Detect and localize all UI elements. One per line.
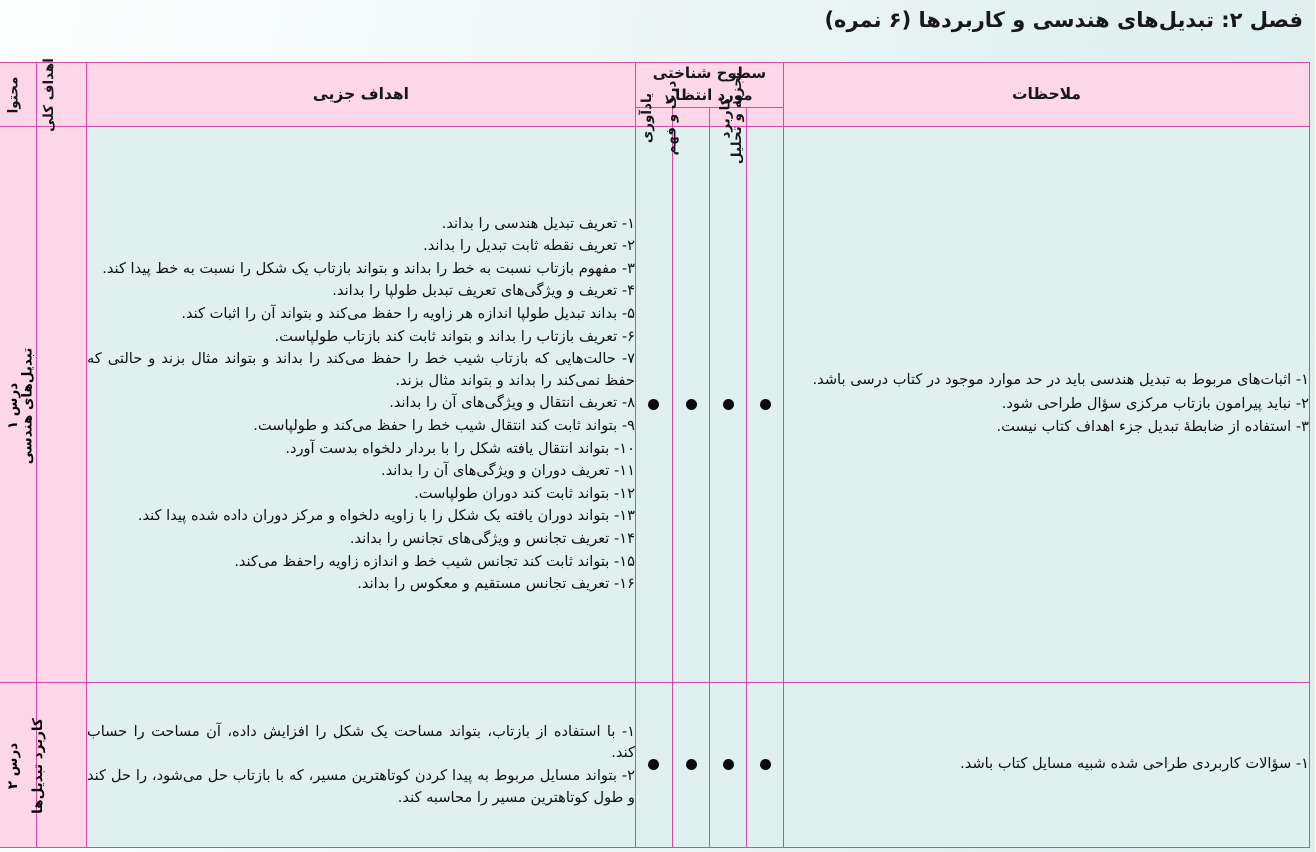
- list-item: ۱۶- تعریف تجانس مستقیم و معکوس را بداند.: [358, 575, 636, 593]
- content-label-row-2: درس ۲: [5, 743, 22, 790]
- objectives-list-row-2: [88, 721, 636, 808]
- column-header-level-analysis-label: تجزیه و تحلیل: [729, 71, 746, 164]
- list-item: ۵- بداند تبدیل طولپا اندازه هر زاویه را حفظ می‌کند و بتواند آن را اثبات کند.: [182, 305, 636, 322]
- list-item: ۸- تعربف انتقال و ویژگی‌های آن را بداند.: [390, 394, 636, 412]
- level-mark-dot: [649, 759, 660, 770]
- list-item: ۲- بتواند مسایل مربوط به پیدا کردن کوتاهترین مسیر، که با بازتاب حل می‌شود، را حل کند و طول کوتاهترین مسیر را محاسبه کند.: [87, 766, 636, 806]
- cell-objectives-row-2: [87, 682, 636, 847]
- cell-objectives-row-1: [87, 126, 636, 682]
- cell-notes-row-1: [785, 126, 1311, 682]
- table-row: [0, 126, 1311, 682]
- column-header-level-recall-label: یادآوری: [639, 92, 656, 143]
- cell-general-goal-row-2: [31, 682, 87, 847]
- list-item: ۱۴- تعریف تجانس و ویژگی‌های تجانس را بداند.: [350, 529, 636, 547]
- page-title: فصل ۲: تبدیل‌های هندسی و کاربردها (۶ نمره): [825, 8, 1304, 32]
- cell-level-analysis-row-1[interactable]: [748, 126, 785, 682]
- list-item: ۲- تعریف نقطه ثابت تبدیل را بداند.: [424, 237, 636, 255]
- level-mark-dot: [687, 399, 698, 410]
- cell-level-comprehension-row-1[interactable]: [674, 126, 711, 682]
- list-item: ۴- تعریف و ویژگی‌های تعریف تبدبل طولپا را بداند.: [333, 282, 636, 300]
- list-item: ۱- سؤالات کاربردی طراحی شده شبیه مسایل کتاب باشد.: [961, 755, 1310, 773]
- cell-level-application-row-2[interactable]: [711, 682, 748, 847]
- table-body: [0, 126, 1311, 848]
- list-item: ۲- نباید پیرامون بازتاب مرکزی سؤال طراحی شود.: [1002, 394, 1310, 412]
- cognitive-group-line-1: سطوح شناختی: [653, 64, 768, 82]
- column-header-cognitive-group: [636, 63, 784, 108]
- list-item: ۱۵- بتواند ثابت کند تجانس شیب خط و اندازه زاویه راحفظ می‌کند.: [235, 552, 636, 570]
- notes-list-row-2: [785, 753, 1310, 775]
- budget-table-container: [5, 58, 1311, 848]
- general-goal-label-row-2: کاربرد تبدیل‌ها: [31, 718, 48, 815]
- content-label-row-1: درس ۱: [5, 382, 22, 429]
- column-header-level-application-label: کاربرد: [718, 96, 735, 139]
- column-header-general-goals: [37, 58, 87, 133]
- cell-level-recall-row-1[interactable]: [636, 126, 673, 682]
- column-header-content-label: محتوا: [6, 76, 23, 114]
- column-header-level-analysis: [729, 71, 785, 164]
- cell-notes-row-2: [785, 682, 1311, 847]
- list-item: ۷- حالت‌هایی که بازتاب شیب خط را حفظ می‌کند را بداند و بتواند مثال بزند و حالتی که حفظ نمی‌کند را بداند و بتواند مثال بزند.: [87, 350, 636, 389]
- column-header-notes: ملاحظات: [785, 63, 1311, 127]
- notes-list-row-1: [785, 369, 1310, 438]
- list-item: ۱- با استفاده از بازتاب، بتواند مساحت یک شکل را افزایش داده، آن مساحت را حساب کند.: [87, 722, 636, 762]
- objectives-list-row-1: [88, 213, 636, 595]
- cell-level-analysis-row-2[interactable]: [748, 682, 785, 847]
- cell-level-application-row-1[interactable]: [711, 126, 748, 682]
- list-item: ۱- تعریف تبدیل هندسی را بداند.: [442, 214, 636, 232]
- list-item: ۹- بتواند ثابت کند انتقال شیب خط را حفظ می‌کند و طولپاست.: [254, 416, 636, 434]
- level-mark-dot: [761, 759, 772, 770]
- column-header-general-goals-label: اهداف کلی: [42, 58, 59, 133]
- list-item: ۱۱- تعریف دوران و ویژگی‌های آن را بداند.: [381, 462, 636, 480]
- list-item: ۱- اثبات‌های مربوط به تبدیل هندسی باید در حد موارد موجود در کتاب درسی باشد.: [813, 371, 1310, 389]
- list-item: ۱۳- بتواند دوران یافته یک شکل را با زاویه دلخواه و مرکز دوران داده شده پیدا کند.: [138, 507, 636, 525]
- level-mark-dot: [649, 399, 660, 410]
- column-header-content: [0, 63, 37, 127]
- list-item: ۳- استفاده از ضابطهٔ تبدیل جزء اهداف کتاب نیست.: [997, 417, 1310, 435]
- level-mark-dot: [724, 399, 735, 410]
- cognitive-group-line-2: مورد انتظار: [667, 85, 754, 104]
- general-goal-label-row-1: تبدیل‌های هندسی: [20, 347, 37, 464]
- level-mark-dot: [687, 759, 698, 770]
- column-header-level-comprehension-label: درک و فهم: [664, 80, 681, 155]
- list-item: ۶- تعریف بازتاب را بداند و بتواند ثابت کند بازتاب طولپاست.: [275, 327, 636, 345]
- table-head: [0, 58, 1311, 164]
- list-item: ۳- مفهوم بازتاب نسبت به خط را بداند و بتواند بازتاب یک شکل را نسبت به خط پیدا کند.: [103, 259, 636, 277]
- cell-level-comprehension-row-2[interactable]: [674, 682, 711, 847]
- column-header-objectives: اهداف جزیی: [87, 63, 636, 127]
- curriculum-table: [0, 58, 1311, 848]
- level-mark-dot: [724, 759, 735, 770]
- list-item: ۱۰- بتواند انتقال یافته شکل را با بردار دلخواه بدست آورد.: [286, 439, 636, 457]
- cell-general-goal-row-1: [20, 126, 87, 682]
- level-mark-dot: [761, 399, 772, 410]
- cell-level-recall-row-2[interactable]: [636, 682, 673, 847]
- table-row: [0, 682, 1311, 847]
- list-item: ۱۲- بتواند ثابت کند دوران طولپاست.: [415, 484, 636, 502]
